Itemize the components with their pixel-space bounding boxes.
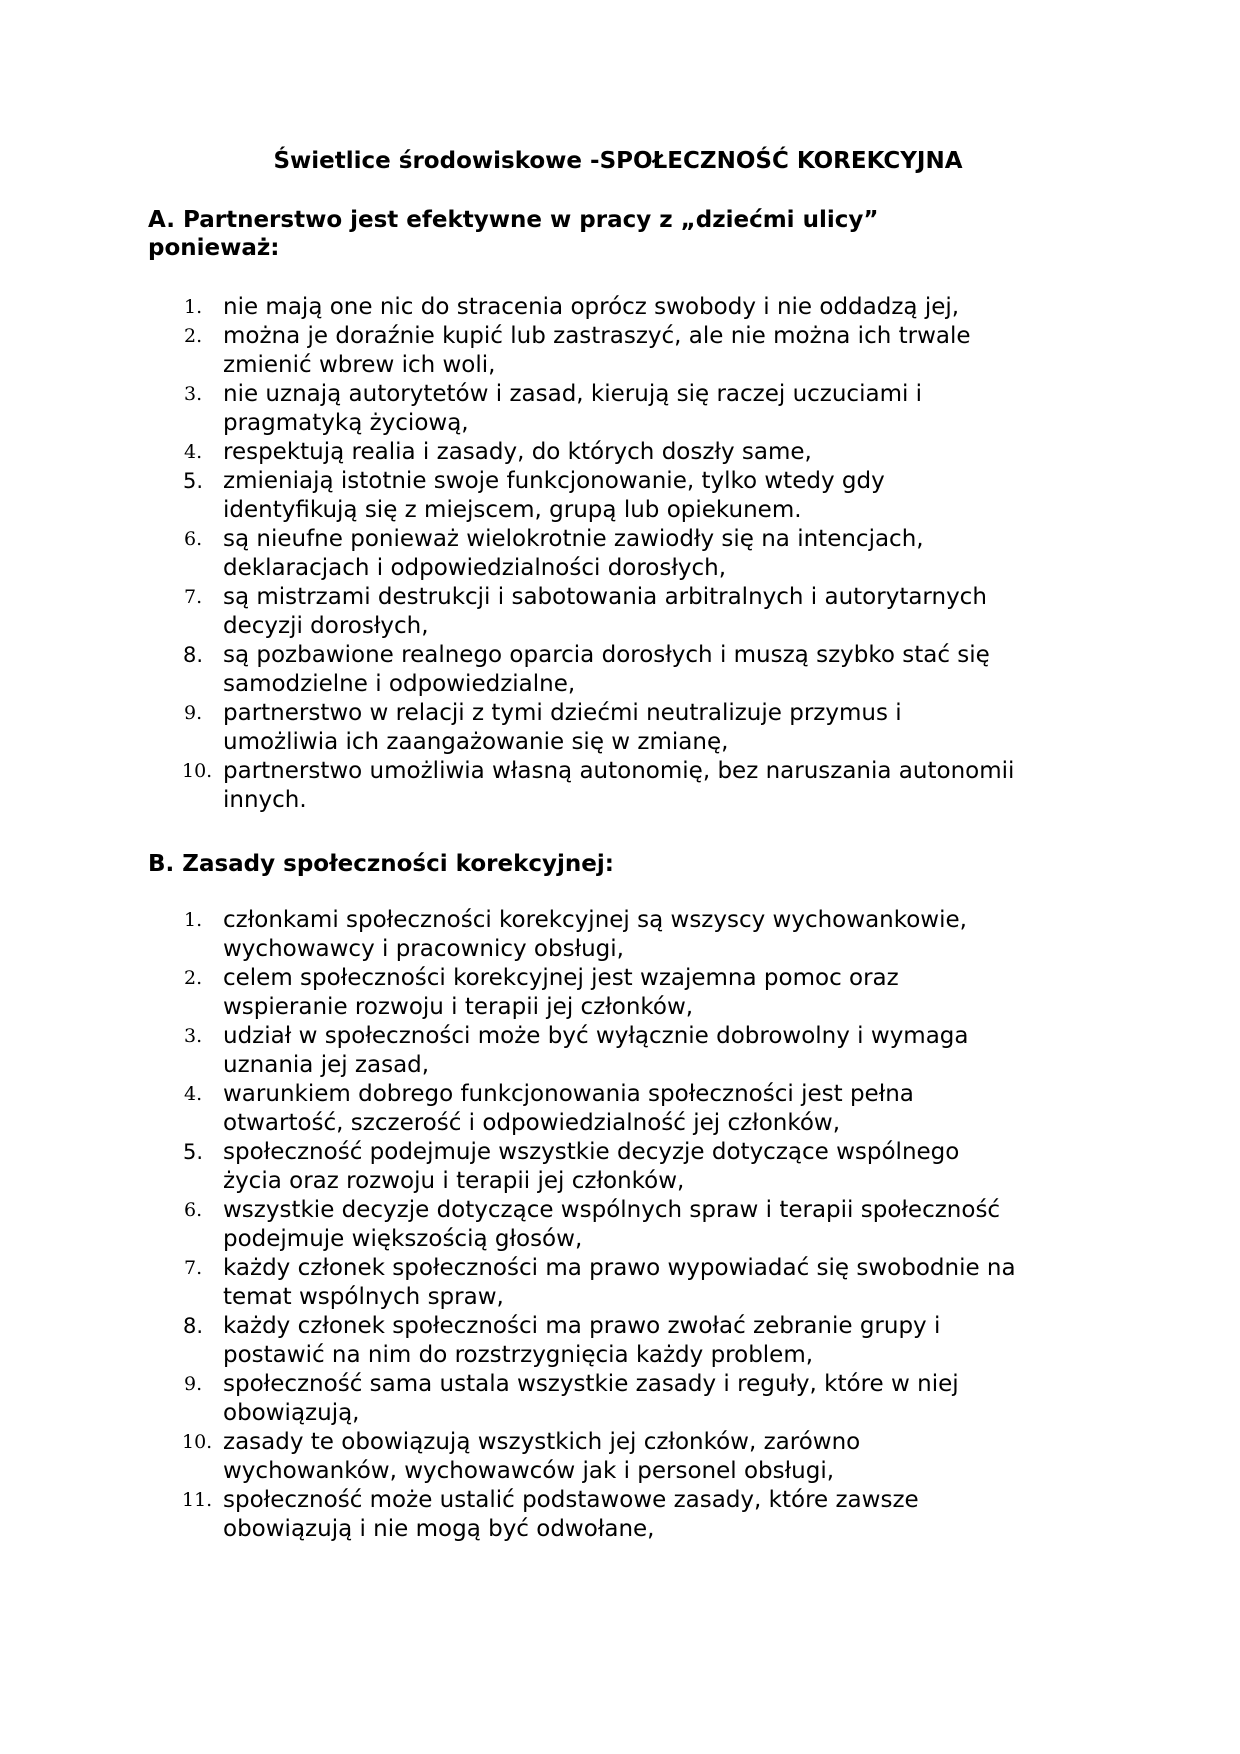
list-item-number: 11. xyxy=(182,1489,213,1511)
list-item-number: 3. xyxy=(184,1025,203,1047)
list-item-text: warunkiem dobrego funkcjonowania społeczności jest pełna otwartość, szczerość i odpowiedzialność jej członków, xyxy=(223,1081,914,1136)
list-item-text: celem społeczności korekcyjnej jest wzajemna pomoc oraz wspieranie rozwoju i terapii jej członków, xyxy=(223,965,899,1020)
list-item-text: nie uznają autorytetów i zasad, kierują się raczej uczuciami i pragmatyką życiową, xyxy=(223,381,923,436)
list-item-text: są pozbawione realnego oparcia dorosłych i muszą szybko stać się samodzielne i odpowiedzialne, xyxy=(223,642,990,697)
list-item xyxy=(176,583,1096,641)
list-item-number: 5. xyxy=(183,1140,204,1164)
list-item-number: 7. xyxy=(184,1257,203,1279)
list-item-text: członkami społeczności korekcyjnej są wszyscy wychowankowie, wychowawcy i pracownicy obsługi, xyxy=(223,907,967,962)
list-item-text: wszystkie decyzje dotyczące wspólnych spraw i terapii społeczność podejmuje większością głosów, xyxy=(223,1197,1001,1252)
section-a-list xyxy=(176,293,1096,815)
list-item-text: można je doraźnie kupić lub zastraszyć, ale nie można ich trwale zmienić wbrew ich woli, xyxy=(223,323,971,378)
list-item-text: są mistrzami destrukcji i sabotowania arbitralnych i autorytarnych decyzji dorosłych, xyxy=(223,584,987,639)
list-item-text: partnerstwo umożliwia własną autonomię, bez naruszania autonomii innych. xyxy=(223,758,1015,813)
list-item xyxy=(176,641,1096,699)
list-item-number: 6. xyxy=(184,1199,203,1221)
list-item-number: 2. xyxy=(184,325,203,347)
list-item-text: zmieniają istotnie swoje funkcjonowanie, tylko wtedy gdy identyfikują się z miejscem, grupą lub opiekunem. xyxy=(223,468,885,523)
list-item xyxy=(176,525,1096,583)
list-item-text: respektują realia i zasady, do których doszły same, xyxy=(223,439,812,465)
list-item xyxy=(176,1428,1096,1486)
list-item xyxy=(176,1196,1096,1254)
list-item-number: 1. xyxy=(184,909,203,931)
list-item-text: społeczność może ustalić podstawowe zasady, które zawsze obowiązują i nie mogą być odwołane, xyxy=(223,1487,919,1542)
list-item xyxy=(176,1080,1096,1138)
list-item-number: 6. xyxy=(184,528,203,550)
document-title: Świetlice środowiskowe -SPOŁECZNOŚĆ KOREKCYJNA xyxy=(273,148,963,174)
list-item-number: 7. xyxy=(184,586,203,608)
list-item xyxy=(176,906,1096,964)
list-item xyxy=(176,699,1096,757)
list-item xyxy=(176,1370,1096,1428)
list-item xyxy=(176,1022,1096,1080)
section-b-heading: B. Zasady społeczności korekcyjnej: xyxy=(148,851,614,877)
list-item xyxy=(176,1254,1096,1312)
list-item xyxy=(176,380,1096,438)
list-item-number: 4. xyxy=(184,441,203,463)
list-item xyxy=(176,757,1096,815)
list-item-number: 4. xyxy=(184,1083,203,1105)
list-item xyxy=(176,322,1096,380)
list-item-text: partnerstwo w relacji z tymi dziećmi neutralizuje przymus i umożliwia ich zaangażowanie się w zmianę, xyxy=(223,700,902,755)
list-item-number: 9. xyxy=(184,702,203,724)
list-item-number: 3. xyxy=(184,383,203,405)
list-item-number: 10. xyxy=(182,1431,213,1453)
list-item-number: 1. xyxy=(184,296,203,318)
list-item-number: 2. xyxy=(184,967,203,989)
list-item xyxy=(176,293,1096,322)
list-item-text: społeczność podejmuje wszystkie decyzje dotyczące wspólnego życia oraz rozwoju i terapii jej członków, xyxy=(223,1139,960,1194)
list-item-text: nie mają one nic do stracenia oprócz swobody i nie oddadzą jej, xyxy=(223,294,960,320)
list-item xyxy=(176,964,1096,1022)
list-item-text: każdy członek społeczności ma prawo wypowiadać się swobodnie na temat wspólnych spraw, xyxy=(223,1255,1016,1310)
list-item-text: są nieufne ponieważ wielokrotnie zawiodły się na intencjach, deklaracjach i odpowiedzialności dorosłych, xyxy=(223,526,924,581)
list-item xyxy=(176,467,1096,525)
list-item-text: każdy członek społeczności ma prawo zwołać zebranie grupy i postawić na nim do rozstrzygnięcia każdy problem, xyxy=(223,1313,941,1368)
list-item xyxy=(176,438,1096,467)
list-item-number: 10. xyxy=(182,760,213,782)
list-item-number: 8. xyxy=(183,1314,204,1338)
section-a-heading: A. Partnerstwo jest efektywne w pracy z „dziećmi ulicy” ponieważ: xyxy=(148,207,879,261)
section-b-list xyxy=(176,906,1096,1544)
list-item-number: 9. xyxy=(184,1373,203,1395)
list-item xyxy=(176,1486,1096,1544)
list-item-text: społeczność sama ustala wszystkie zasady i reguły, które w niej obowiązują, xyxy=(223,1371,959,1426)
list-item xyxy=(176,1138,1096,1196)
list-item-text: udział w społeczności może być wyłącznie dobrowolny i wymaga uznania jej zasad, xyxy=(223,1023,969,1078)
list-item-text: zasady te obowiązują wszystkich jej członków, zarówno wychowanków, wychowawców jak i personel obsługi, xyxy=(223,1429,861,1484)
list-item xyxy=(176,1312,1096,1370)
list-item-number: 5. xyxy=(183,469,204,493)
list-item-number: 8. xyxy=(183,643,204,667)
